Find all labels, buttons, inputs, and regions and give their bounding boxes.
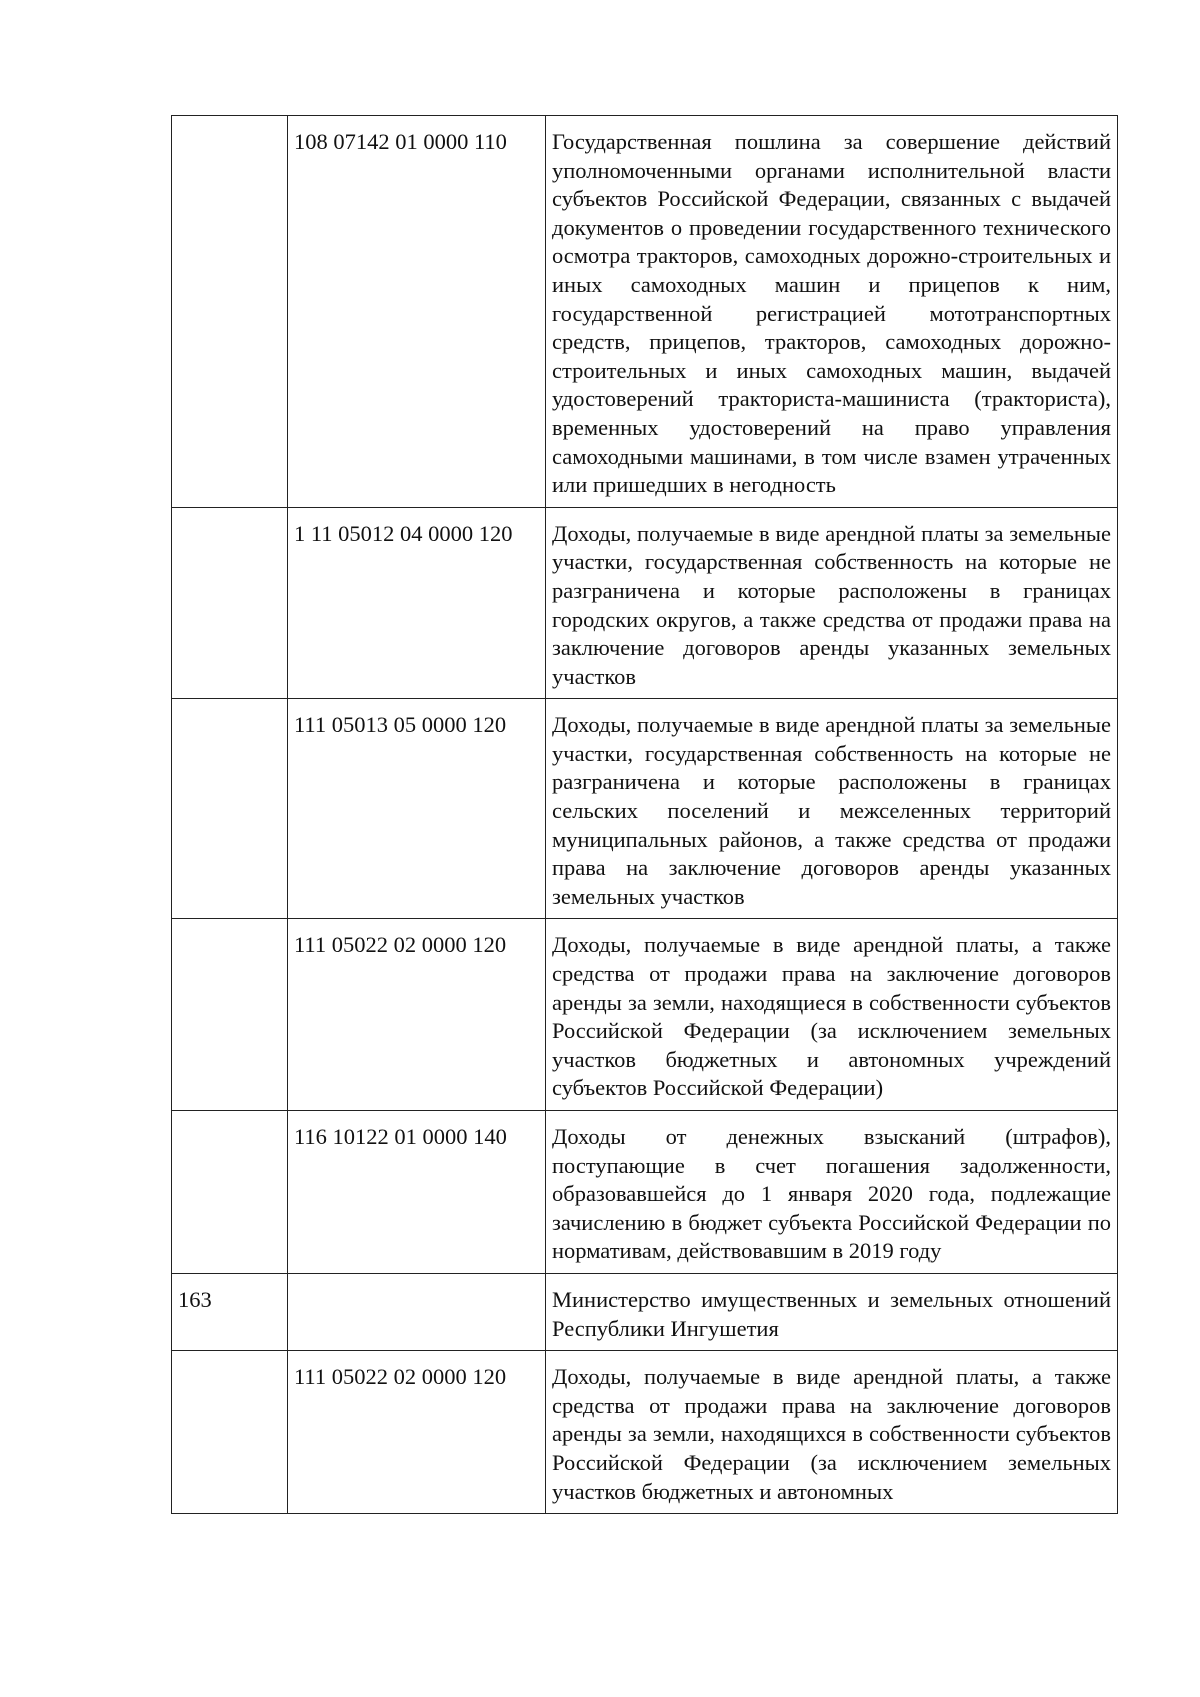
revenue-name-text: Доходы от денежных взысканий (штрафов), поступающие в счет погашения задолженности, образовавшейся до 1 января 2020 года, подлежащие зачислению в бюджет субъекта Российской Федерации по нормативам, действовавшим в 2019 году [552,1124,1111,1264]
table-row [172,1273,1118,1350]
revenue-name-text: Министерство имущественных и земельных отношений Республики Ингушетия [552,1286,1111,1341]
revenue-name-text: Доходы, получаемые в виде арендной платы, а также средства от продажи права на заключение договоров аренды за земли, находящихся в собственности субъектов Российской Федерации (за исключением земельных участков бюджетных и автономных [552,1364,1111,1504]
revenue-name-cell [546,1273,1118,1350]
table-row [172,919,1118,1111]
admin-code-cell [172,1111,288,1274]
revenue-name-cell [546,507,1118,699]
table-row [172,699,1118,919]
revenue-name-text: Государственная пошлина за совершение действий уполномоченными органами исполнительной власти субъектов Российской Федерации, связанных с выдачей документов о проведении государственного технического осмотра тракторов, самоходных дорожно-строительных и иных самоходных машин и прицепов к ним, государственной регистрацией мототранспортных средств, прицепов, тракторов, самоходных дорожно-строительных и иных самоходных машин, выдачей удостоверений тракториста-машиниста (тракториста), временных удостоверений на право управления самоходными машинами, в том числе взамен утраченных или пришедших в негодность [552,129,1111,498]
table-row [172,507,1118,699]
budget-code-cell: 111 05013 05 0000 120 [288,699,546,919]
table-row [172,1111,1118,1274]
budget-code-cell [288,1273,546,1350]
revenue-classification-table [171,115,1118,1514]
revenue-name-cell [546,919,1118,1111]
revenue-name-cell [546,1111,1118,1274]
budget-code-cell: 111 05022 02 0000 120 [288,1351,546,1514]
admin-code-cell [172,507,288,699]
admin-code-cell [172,116,288,508]
budget-code-cell: 111 05022 02 0000 120 [288,919,546,1111]
table-row [172,116,1118,508]
admin-code-cell: 163 [172,1273,288,1350]
revenue-name-text: Доходы, получаемые в виде арендной платы, а также средства от продажи права на заключение договоров аренды за земли, находящиеся в собственности субъектов Российской Федерации (за исключением земельных участков бюджетных и автономных учреждений субъектов Российской Федерации) [552,932,1111,1101]
revenue-name-text: Доходы, получаемые в виде арендной платы за земельные участки, государственная собственность на которые не разграничена и которые расположены в границах городских округов, а также средства от продажи права на заключение договоров аренды указанных земельных участков [552,520,1111,689]
budget-code-cell: 116 10122 01 0000 140 [288,1111,546,1274]
revenue-name-cell [546,116,1118,508]
revenue-name-text: Доходы, получаемые в виде арендной платы за земельные участки, государственная собственность на которые не разграничена и которые расположены в границах сельских поселений и межселенных территорий муниципальных районов, а также средства от продажи права на заключение договоров аренды указанных земельных участков [552,712,1111,909]
admin-code-cell [172,1351,288,1514]
budget-code-cell: 108 07142 01 0000 110 [288,116,546,508]
admin-code-cell [172,699,288,919]
admin-code-cell [172,919,288,1111]
table-row [172,1351,1118,1514]
revenue-name-cell [546,699,1118,919]
revenue-name-cell [546,1351,1118,1514]
budget-code-cell: 1 11 05012 04 0000 120 [288,507,546,699]
